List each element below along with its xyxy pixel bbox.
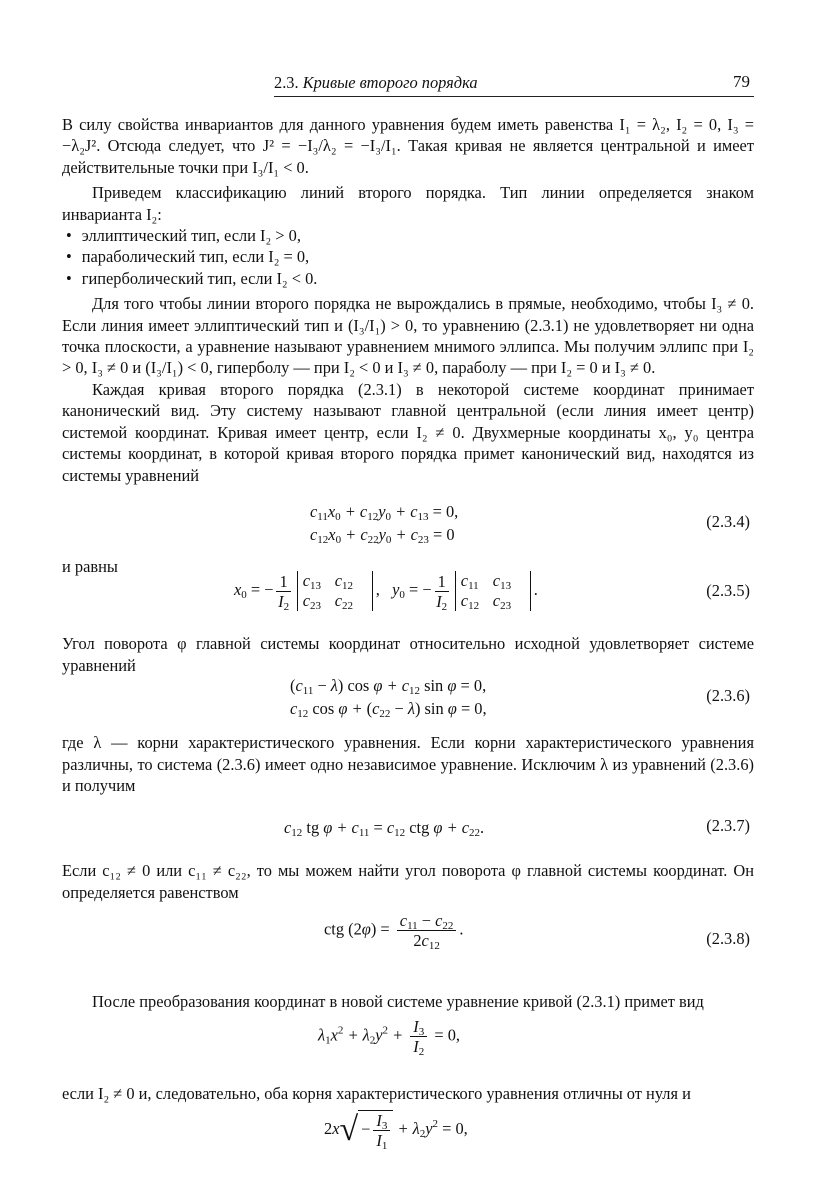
paragraph-8: Если c₁₂ ≠ 0 или c₁₁ ≠ c₂₂, то мы можем найти угол поворота φ главной системы координат. Он определяется равенством xyxy=(62,861,754,902)
equation-canonical xyxy=(62,1013,754,1083)
paragraph-1: В силу свойства инвариантов для данного уравнения будем иметь равенства I₁ = λ₂, I₂ = 0, I₃ = −λ₂J². Отсюда следует, что J² = −I₃/λ₂ = −I₃/I₁. Такая кривая не является центральной и имеет действительные точки при I₃/I₁ < 0. xyxy=(62,115,754,177)
paragraph-2: Приведем классификацию линий второго порядка. Тип линии определяется знаком инварианта I₂: xyxy=(62,183,754,224)
equation-2-3-6 xyxy=(62,676,754,732)
equation-number: (2.3.8) xyxy=(706,929,750,949)
equation-body: $\lambda_1x^2 + \lambda_2y^2$ + $\frac{I_3}{I_2}$ = 0, xyxy=(318,1016,461,1058)
page xyxy=(62,68,754,1174)
equation-number: (2.3.7) xyxy=(706,816,750,836)
running-header-title: 2.3. Кривые второго порядка xyxy=(274,73,478,92)
equation-parabolic xyxy=(62,1104,754,1174)
paragraph-10: если I₂ ≠ 0 и, следовательно, оба корня характеристического уравнения отличны от нуля и xyxy=(62,1083,691,1103)
paragraph-4: Каждая кривая второго порядка (2.3.1) в некоторой системе координат принимает канонический вид. Эту систему называют главной центральной (если линия имеет центр) системой координат. Кривая имеет центр, если I₂ ≠ 0. Двухмерные координаты x₀, y₀ центра системы координат, в которой кривая второго порядка примет канонический вид, находятся из системы уравнений xyxy=(62,379,754,485)
running-header xyxy=(274,68,754,97)
equation-body: $(c_{11} - \lambda)$ $\cos \varphi + c_{12}$ sin φ = 0, $c_{12}$ $\cos \varphi + (c_{22} - \lambda)$ sin φ = 0, xyxy=(290,676,487,721)
list-item: • параболический тип, если I₂ = 0, xyxy=(88,246,754,267)
equation-body: 2x√ − $\frac{I_3}{I_1}$ + $\lambda_2y^2 = 0$, xyxy=(324,1110,468,1152)
page-number: 79 xyxy=(733,72,750,91)
paragraph-6: Угол поворота φ главной системы координат относительно исходной удовлетворяет системе уравнений xyxy=(62,634,754,675)
paragraph-9: После преобразования координат в новой системе уравнение кривой (2.3.1) примет вид xyxy=(92,992,704,1012)
equation-2-3-5 xyxy=(62,571,754,633)
equation-body: $x_0$ = − $\frac{1}{I_2}$ $c_{13}$ $c_{12}$ $c_{23}$ $c_{22}$, $y_0$ = − $\frac{1}{I_2}$ $c_{11}$ $c_{13}$ $c_{12}$ $c_{23}$. xyxy=(234,571,538,613)
equation-number: (2.3.6) xyxy=(706,686,750,706)
equation-body: ctg (2φ) = $\frac{c_{11} - c_{22}}{2c_{12}}$ . xyxy=(324,911,464,953)
paragraph-5: и равны xyxy=(62,556,118,576)
equation-2-3-7 xyxy=(62,796,754,860)
list-item: • эллиптический тип, если I₂ > 0, xyxy=(88,225,754,246)
equation-2-3-8 xyxy=(62,903,754,983)
equation-number: (2.3.5) xyxy=(706,581,750,601)
equation-number: (2.3.4) xyxy=(706,511,750,531)
paragraph-7: где λ — корни характеристического уравнения. Если корни характеристического уравнения различны, то система (2.3.6) имеет одно независимое уравнение. Исключим λ из уравнений (2.3.6) и получим xyxy=(62,733,755,795)
paragraph-3: Для того чтобы линии второго порядка не вырождались в прямые, необходимо, чтобы I₃ ≠ 0. Если линия имеет эллиптический тип и (I₃/I₁) > 0, то уравнению (2.3.1) не удовлетворяет ни одна точка плоскости, а уравнение называют уравнением мнимого эллипса. Мы получим эллипс при I₂ > 0, I₃ ≠ 0 и (I₃/I₁) < 0, гиперболу — при I₂ < 0 и I₃ ≠ 0, параболу — при I₂ = 0 и I₃ ≠ 0. xyxy=(62,294,754,378)
equation-body: $c_{11}x_0 + c_{12}y_0 + c_{13} = 0$, $c_{12}x_0 + c_{22}y_0 + c_{23} = 0$ xyxy=(310,501,459,546)
equation-2-3-4 xyxy=(62,486,754,556)
type-list xyxy=(62,225,754,289)
equation-body: $c_{12}$ tg $\varphi + c_{11} = c_{12}$ ctg $\varphi + c_{22}$. xyxy=(284,818,485,840)
list-item: • гиперболический тип, если I₂ < 0. xyxy=(88,268,754,289)
